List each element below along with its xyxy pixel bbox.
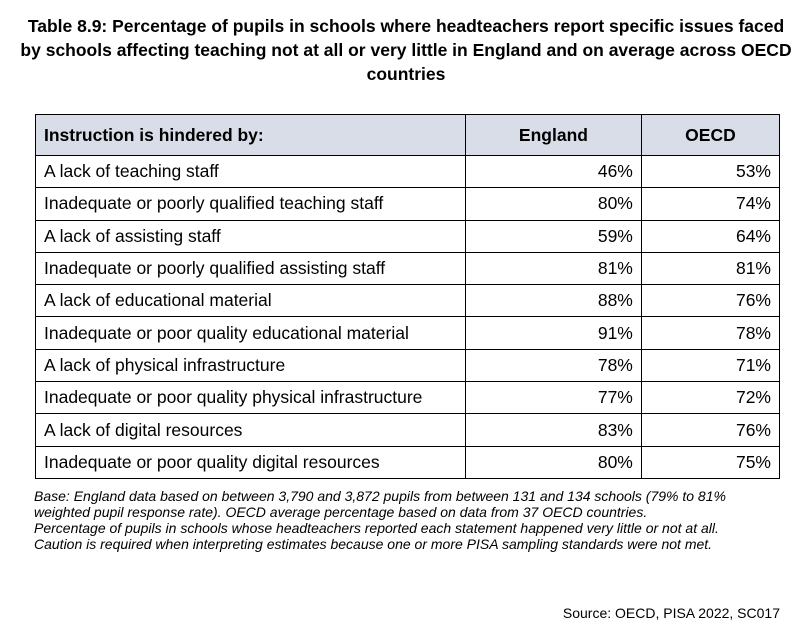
england-value: 83%: [466, 414, 642, 446]
row-label: A lack of physical infrastructure: [36, 349, 466, 381]
table-row: [36, 156, 780, 188]
column-header-england: England: [466, 115, 642, 156]
oecd-value: 74%: [641, 188, 779, 220]
oecd-value: 78%: [641, 317, 779, 349]
table-row: [36, 317, 780, 349]
oecd-value: 75%: [641, 446, 779, 478]
oecd-value: 76%: [641, 414, 779, 446]
table-row: [36, 446, 780, 478]
oecd-value: 72%: [641, 382, 779, 414]
row-label: Inadequate or poor quality physical infrastructure: [36, 382, 466, 414]
data-table: [35, 114, 780, 479]
row-label: Inadequate or poorly qualified assisting staff: [36, 252, 466, 284]
note-definition: Percentage of pupils in schools whose headteachers reported each statement happened very little or not at all.: [34, 520, 719, 536]
table-row: [36, 382, 780, 414]
england-value: 59%: [466, 220, 642, 252]
table-row: [36, 252, 780, 284]
england-value: 77%: [466, 382, 642, 414]
england-value: 81%: [466, 252, 642, 284]
oecd-value: 64%: [641, 220, 779, 252]
england-value: 80%: [466, 446, 642, 478]
england-value: 88%: [466, 285, 642, 317]
row-label: A lack of educational material: [36, 285, 466, 317]
table-row: [36, 285, 780, 317]
row-label: A lack of teaching staff: [36, 156, 466, 188]
oecd-value: 71%: [641, 349, 779, 381]
row-label: A lack of assisting staff: [36, 220, 466, 252]
oecd-value: 76%: [641, 285, 779, 317]
england-value: 80%: [466, 188, 642, 220]
table-header-row: [36, 115, 780, 156]
row-label: Inadequate or poor quality educational material: [36, 317, 466, 349]
column-header-instruction: Instruction is hindered by:: [36, 115, 466, 156]
table-row: [36, 414, 780, 446]
row-label: A lack of digital resources: [36, 414, 466, 446]
source-line: Source: OECD, PISA 2022, SC017: [562, 605, 780, 621]
table-row: [36, 188, 780, 220]
table-row: [36, 220, 780, 252]
table-title: Table 8.9: Percentage of pupils in schools where headteachers report specific issues faced by schools affecting teaching not at all or very little in England and on average across OECD countries: [20, 16, 792, 84]
england-value: 46%: [466, 156, 642, 188]
table-row: [36, 349, 780, 381]
table-notes: [34, 488, 784, 552]
column-header-oecd: OECD: [641, 115, 779, 156]
row-label: Inadequate or poor quality digital resources: [36, 446, 466, 478]
england-value: 91%: [466, 317, 642, 349]
oecd-value: 81%: [641, 252, 779, 284]
note-base: Base: England data based on between 3,790 and 3,872 pupils from between 131 and 134 schools (79% to 81% weighted pupil response rate). OECD average percentage based on data from 37 OECD countries.: [34, 488, 726, 520]
row-label: Inadequate or poorly qualified teaching staff: [36, 188, 466, 220]
note-caution: Caution is required when interpreting estimates because one or more PISA sampling standards were not met.: [34, 536, 713, 552]
oecd-value: 53%: [641, 156, 779, 188]
england-value: 78%: [466, 349, 642, 381]
